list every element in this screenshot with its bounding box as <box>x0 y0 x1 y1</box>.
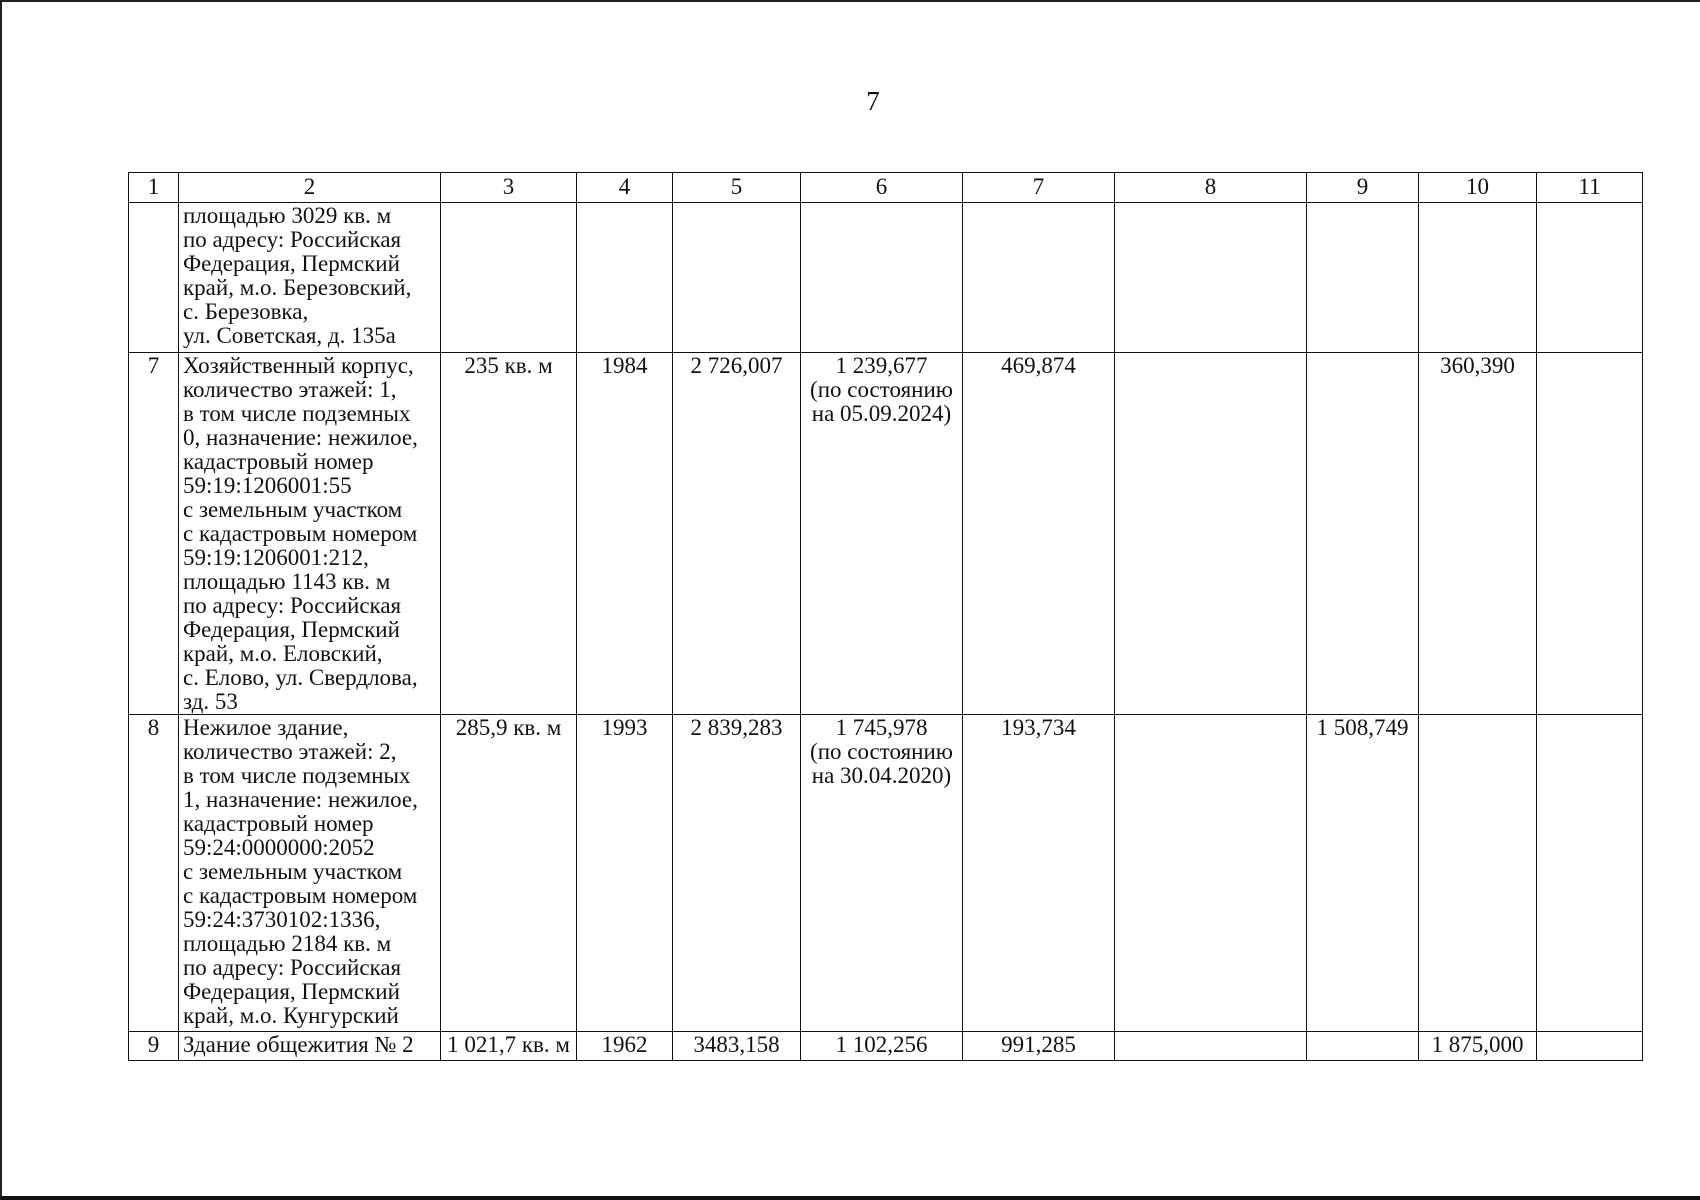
header-row <box>129 173 1643 203</box>
cell-area: 235 кв. м <box>441 353 577 715</box>
cell-col9 <box>1307 353 1419 715</box>
cell-description: Здание общежития № 2 <box>179 1032 441 1061</box>
column-header: 9 <box>1307 173 1419 203</box>
cell-col7: 469,874 <box>963 353 1115 715</box>
cell-col10 <box>1419 715 1537 1032</box>
cell-num: 9 <box>129 1032 179 1061</box>
cell-area: 1 021,7 кв. м <box>441 1032 577 1061</box>
property-table <box>128 172 1643 1061</box>
cell-num: 8 <box>129 715 179 1032</box>
cell-col5: 2 726,007 <box>673 353 801 715</box>
cell-col11 <box>1537 715 1643 1032</box>
cell-description: Хозяйственный корпус, количество этажей: 1, в том числе подземных 0, назначение: нежилое, кадастровый номер 59:19:1206001:55 с земельным участком с кадастровым номером 59:19:1206001:212, площадью 1143 кв. м по адресу: Российская Федерация, Пермский край, м.о. Еловский, с. Елово, ул. Свердлова, зд. 53 <box>179 353 441 715</box>
column-header: 7 <box>963 173 1115 203</box>
column-header: 5 <box>673 173 801 203</box>
page-number: 7 <box>866 86 880 116</box>
table-row <box>129 353 1643 715</box>
cell-col8 <box>1115 203 1307 353</box>
cell-col7: 991,285 <box>963 1032 1115 1061</box>
cell-col8 <box>1115 353 1307 715</box>
cell-col10 <box>1419 203 1537 353</box>
cell-col5: 2 839,283 <box>673 715 801 1032</box>
column-header: 3 <box>441 173 577 203</box>
table-row <box>129 1032 1643 1061</box>
cell-col11 <box>1537 353 1643 715</box>
cell-col10: 360,390 <box>1419 353 1537 715</box>
cell-col7 <box>963 203 1115 353</box>
cell-year: 1962 <box>577 1032 673 1061</box>
cell-num <box>129 203 179 353</box>
cell-col8 <box>1115 1032 1307 1061</box>
cell-col9 <box>1307 203 1419 353</box>
column-header: 2 <box>179 173 441 203</box>
cell-col6 <box>801 203 963 353</box>
cell-col10: 1 875,000 <box>1419 1032 1537 1061</box>
cell-area: 285,9 кв. м <box>441 715 577 1032</box>
table-row-continuation <box>129 203 1643 353</box>
cell-col5: 3483,158 <box>673 1032 801 1061</box>
cell-col6: 1 239,677 (по состоянию на 05.09.2024) <box>801 353 963 715</box>
cell-description: площадью 3029 кв. м по адресу: Российская Федерация, Пермский край, м.о. Березовский, с. Березовка, ул. Советская, д. 135а <box>179 203 441 353</box>
cell-col7: 193,734 <box>963 715 1115 1032</box>
column-header: 11 <box>1537 173 1643 203</box>
cell-col6: 1 745,978 (по состоянию на 30.04.2020) <box>801 715 963 1032</box>
column-header: 6 <box>801 173 963 203</box>
cell-col9: 1 508,749 <box>1307 715 1419 1032</box>
column-header: 10 <box>1419 173 1537 203</box>
cell-col5 <box>673 203 801 353</box>
table-row <box>129 715 1643 1032</box>
cell-year: 1984 <box>577 353 673 715</box>
cell-year <box>577 203 673 353</box>
column-header: 4 <box>577 173 673 203</box>
cell-col11 <box>1537 203 1643 353</box>
cell-year: 1993 <box>577 715 673 1032</box>
cell-area <box>441 203 577 353</box>
cell-num: 7 <box>129 353 179 715</box>
column-header: 1 <box>129 173 179 203</box>
cell-col6: 1 102,256 <box>801 1032 963 1061</box>
column-header: 8 <box>1115 173 1307 203</box>
cell-col11 <box>1537 1032 1643 1061</box>
cell-col9 <box>1307 1032 1419 1061</box>
cell-col8 <box>1115 715 1307 1032</box>
cell-description: Нежилое здание, количество этажей: 2, в том числе подземных 1, назначение: нежилое, кадастровый номер 59:24:0000000:2052 с земельным участком с кадастровым номером 59:24:3730102:1336, площадью 2184 кв. м по адресу: Российская Федерация, Пермский край, м.о. Кунгурский <box>179 715 441 1032</box>
